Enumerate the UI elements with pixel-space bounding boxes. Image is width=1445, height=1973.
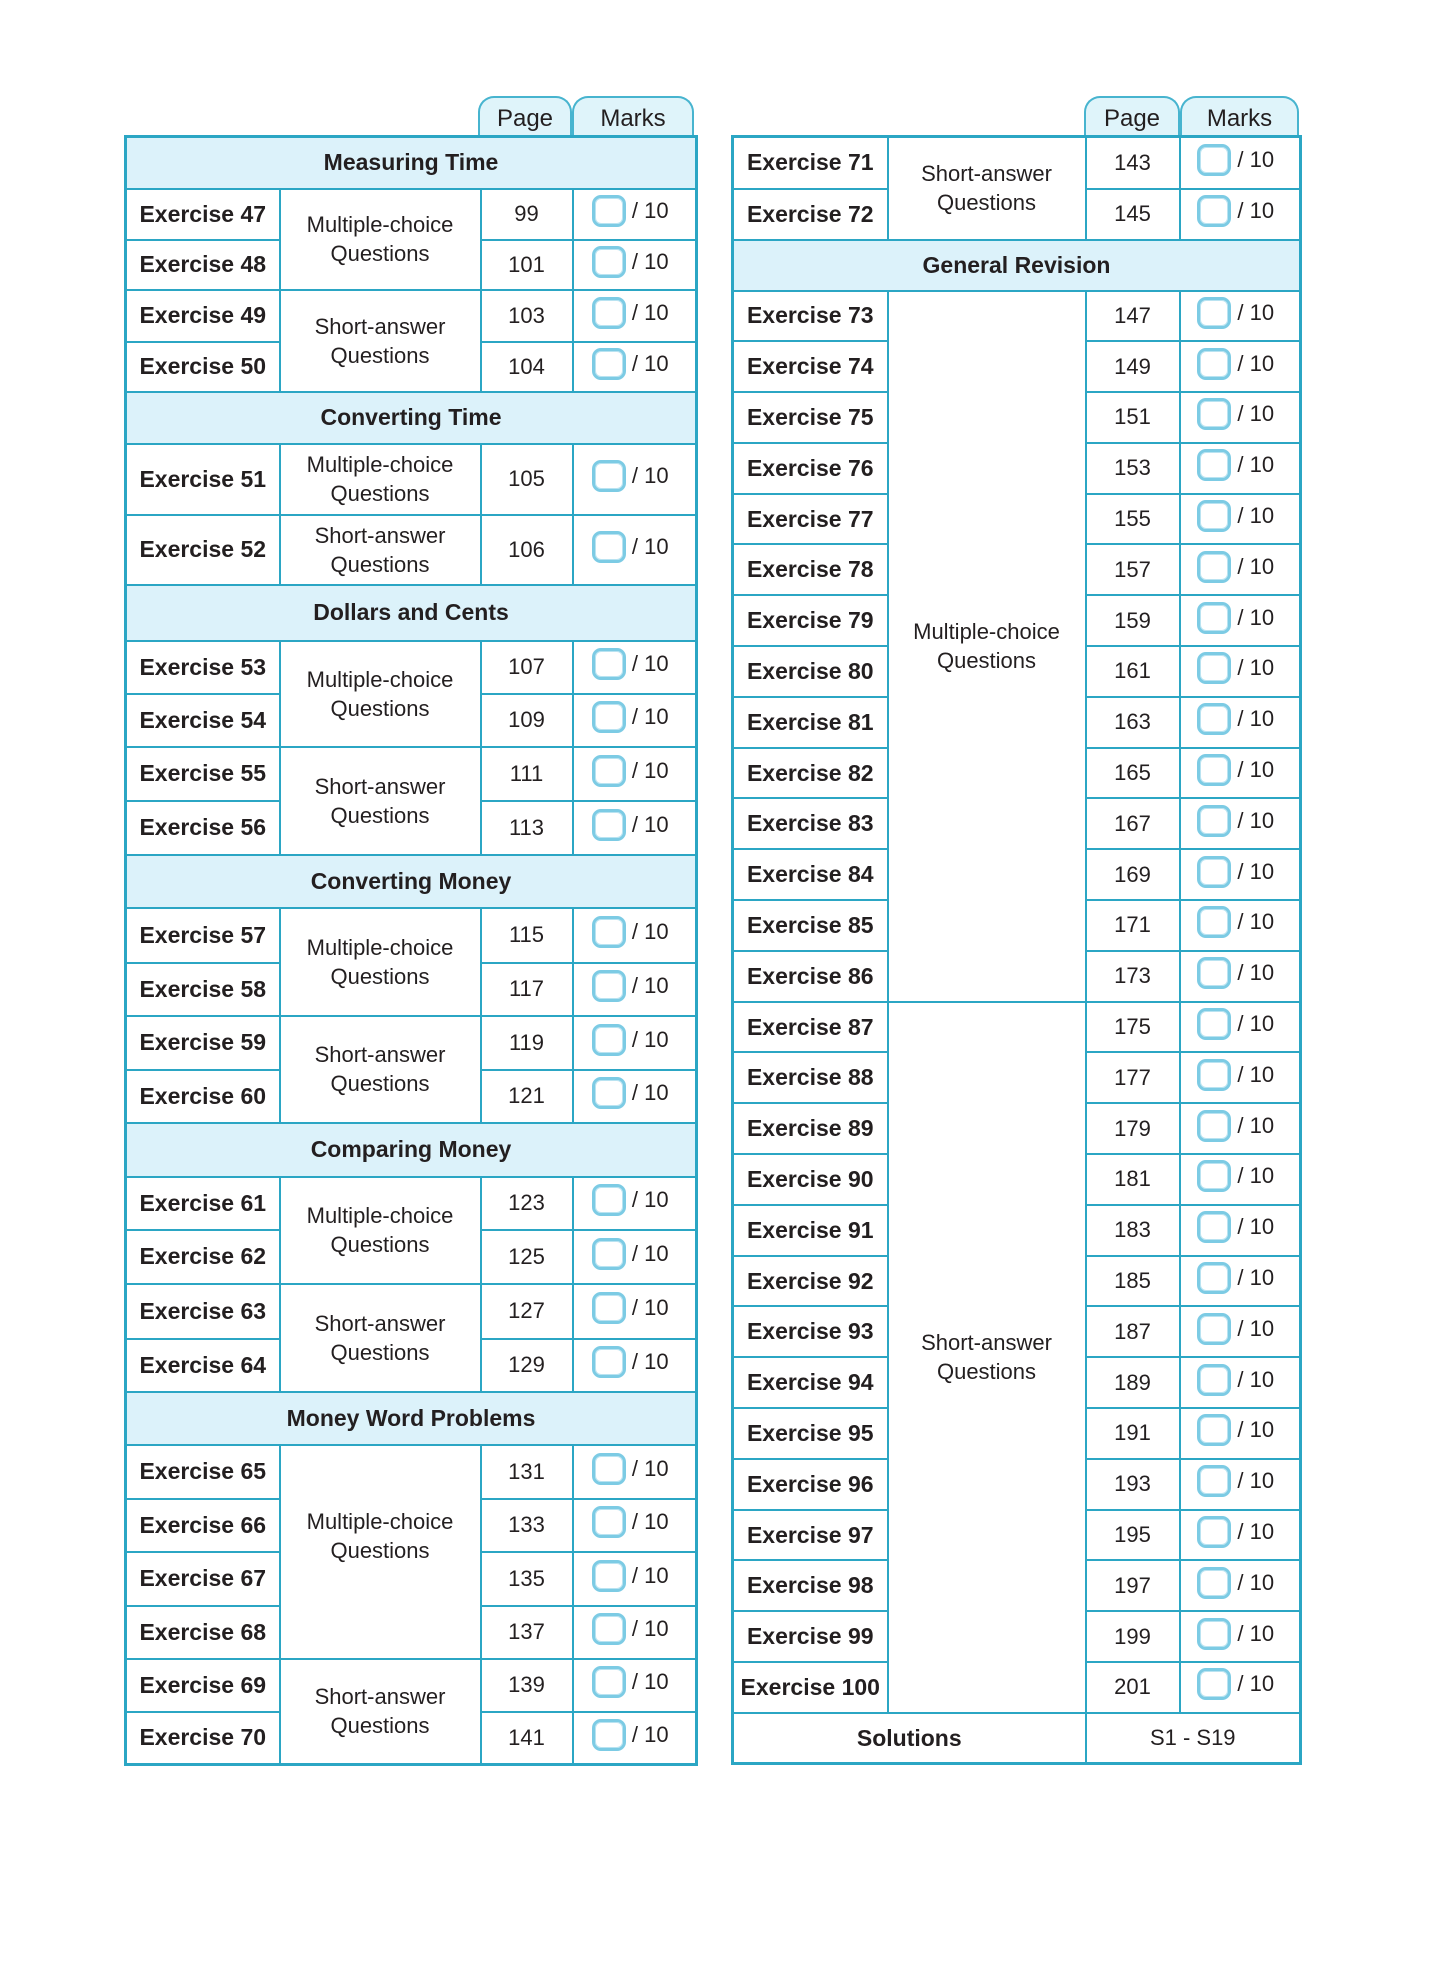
exercise-label: Exercise 70 xyxy=(126,1712,280,1765)
page-number: 163 xyxy=(1086,697,1180,748)
marks-cell: / 10 xyxy=(573,444,697,515)
marks-cell: / 10 xyxy=(1180,1002,1301,1053)
marks-cell: / 10 xyxy=(573,801,697,855)
marks-cell: / 10 xyxy=(1180,544,1301,595)
marks-checkbox[interactable] xyxy=(592,348,626,380)
table-row xyxy=(733,1002,1301,1053)
page-number: 157 xyxy=(1086,544,1180,595)
page-number: 155 xyxy=(1086,494,1180,545)
section-header: Converting Money xyxy=(126,855,697,908)
page-number: 191 xyxy=(1086,1408,1180,1459)
question-type: Short-answer Questions xyxy=(888,1002,1086,1713)
marks-checkbox[interactable] xyxy=(592,1719,626,1751)
marks-cell: / 10 xyxy=(1180,697,1301,748)
marks-checkbox[interactable] xyxy=(1197,1110,1231,1142)
page-number: 99 xyxy=(481,189,573,240)
left-column-headers xyxy=(478,96,694,136)
section-header: Money Word Problems xyxy=(126,1392,697,1445)
marks-checkbox[interactable] xyxy=(592,1560,626,1592)
marks-cell: / 10 xyxy=(573,1230,697,1284)
marks-cell: / 10 xyxy=(1180,1357,1301,1408)
marks-cell: / 10 xyxy=(573,1445,697,1499)
marks-cell: / 10 xyxy=(573,240,697,290)
marks-checkbox[interactable] xyxy=(1197,1414,1231,1446)
exercise-label: Exercise 54 xyxy=(126,694,280,747)
marks-cell: / 10 xyxy=(573,290,697,342)
marks-checkbox[interactable] xyxy=(592,648,626,680)
marks-checkbox[interactable] xyxy=(592,1077,626,1109)
marks-checkbox[interactable] xyxy=(592,701,626,733)
page-number: 125 xyxy=(481,1230,573,1284)
marks-checkbox[interactable] xyxy=(1197,1618,1231,1650)
exercise-label: Exercise 50 xyxy=(126,342,280,392)
exercise-label: Exercise 94 xyxy=(733,1357,888,1408)
exercise-label: Exercise 51 xyxy=(126,444,280,515)
exercise-label: Exercise 71 xyxy=(733,137,888,189)
marks-cell: / 10 xyxy=(1180,443,1301,494)
page-number: 195 xyxy=(1086,1510,1180,1561)
exercise-label: Exercise 48 xyxy=(126,240,280,290)
page-number: 201 xyxy=(1086,1662,1180,1713)
marks-column-tab: Marks xyxy=(572,96,694,137)
solutions-pages: S1 - S19 xyxy=(1086,1713,1301,1764)
table-row xyxy=(733,291,1301,342)
marks-checkbox[interactable] xyxy=(1197,500,1231,532)
exercise-label: Exercise 74 xyxy=(733,341,888,392)
marks-checkbox[interactable] xyxy=(1197,348,1231,380)
exercise-label: Exercise 98 xyxy=(733,1560,888,1611)
page-number: 189 xyxy=(1086,1357,1180,1408)
marks-checkbox[interactable] xyxy=(592,531,626,563)
marks-cell: / 10 xyxy=(573,1606,697,1659)
page-number: 113 xyxy=(481,801,573,855)
marks-checkbox[interactable] xyxy=(1197,805,1231,837)
marks-cell: / 10 xyxy=(573,515,697,585)
page-number: 107 xyxy=(481,641,573,694)
marks-cell: / 10 xyxy=(1180,595,1301,646)
exercise-label: Exercise 64 xyxy=(126,1339,280,1392)
marks-checkbox[interactable] xyxy=(1197,703,1231,735)
exercise-label: Exercise 85 xyxy=(733,900,888,951)
exercise-label: Exercise 49 xyxy=(126,290,280,342)
marks-cell: / 10 xyxy=(573,1712,697,1765)
exercise-label: Exercise 79 xyxy=(733,595,888,646)
question-type: Multiple-choice Questions xyxy=(280,189,481,290)
right-contents-table xyxy=(731,135,1302,1765)
page-number: 143 xyxy=(1086,137,1180,189)
marks-cell: / 10 xyxy=(573,1070,697,1123)
exercise-label: Exercise 100 xyxy=(733,1662,888,1713)
page-number: 137 xyxy=(481,1606,573,1659)
page-number: 149 xyxy=(1086,341,1180,392)
marks-checkbox[interactable] xyxy=(1197,1262,1231,1294)
marks-cell: / 10 xyxy=(1180,646,1301,697)
page-number: 187 xyxy=(1086,1306,1180,1357)
marks-cell: / 10 xyxy=(573,1016,697,1070)
question-type: Multiple-choice Questions xyxy=(280,908,481,1016)
marks-checkbox[interactable] xyxy=(592,916,626,948)
exercise-label: Exercise 91 xyxy=(733,1205,888,1256)
marks-checkbox[interactable] xyxy=(592,809,626,841)
marks-cell: / 10 xyxy=(573,1659,697,1712)
marks-cell: / 10 xyxy=(573,1177,697,1230)
left-contents-table xyxy=(124,135,698,1766)
question-type: Short-answer Questions xyxy=(280,1659,481,1765)
exercise-label: Exercise 47 xyxy=(126,189,280,240)
marks-checkbox[interactable] xyxy=(592,970,626,1002)
marks-cell: / 10 xyxy=(573,747,697,801)
marks-checkbox[interactable] xyxy=(1197,754,1231,786)
marks-cell: / 10 xyxy=(573,694,697,747)
marks-checkbox[interactable] xyxy=(592,1346,626,1378)
page-number: 111 xyxy=(481,747,573,801)
exercise-label: Exercise 80 xyxy=(733,646,888,697)
marks-cell: / 10 xyxy=(1180,1510,1301,1561)
marks-cell: / 10 xyxy=(573,1552,697,1606)
page-number: 119 xyxy=(481,1016,573,1070)
marks-cell: / 10 xyxy=(1180,341,1301,392)
marks-checkbox[interactable] xyxy=(1197,449,1231,481)
page-number: 169 xyxy=(1086,849,1180,900)
marks-cell: / 10 xyxy=(1180,1205,1301,1256)
section-header: Comparing Money xyxy=(126,1123,697,1177)
page-number: 167 xyxy=(1086,798,1180,849)
page-number: 151 xyxy=(1086,392,1180,443)
page-number: 115 xyxy=(481,908,573,963)
page-number: 139 xyxy=(481,1659,573,1712)
page-number: 173 xyxy=(1086,951,1180,1002)
marks-checkbox[interactable] xyxy=(1197,1567,1231,1599)
exercise-label: Exercise 75 xyxy=(733,392,888,443)
page-number: 121 xyxy=(481,1070,573,1123)
marks-cell: / 10 xyxy=(1180,291,1301,342)
page-number: 171 xyxy=(1086,900,1180,951)
question-type: Short-answer Questions xyxy=(888,137,1086,240)
question-type: Multiple-choice Questions xyxy=(888,291,1086,1002)
marks-cell: / 10 xyxy=(1180,494,1301,545)
exercise-label: Exercise 73 xyxy=(733,291,888,342)
marks-cell: / 10 xyxy=(1180,1662,1301,1713)
marks-checkbox[interactable] xyxy=(1197,1516,1231,1548)
exercise-label: Exercise 97 xyxy=(733,1510,888,1561)
question-type: Multiple-choice Questions xyxy=(280,1177,481,1284)
marks-cell: / 10 xyxy=(1180,951,1301,1002)
marks-cell: / 10 xyxy=(1180,1611,1301,1662)
exercise-label: Exercise 88 xyxy=(733,1052,888,1103)
page-number: 185 xyxy=(1086,1256,1180,1307)
exercise-label: Exercise 53 xyxy=(126,641,280,694)
marks-checkbox[interactable] xyxy=(592,1506,626,1538)
marks-cell: / 10 xyxy=(1180,1052,1301,1103)
marks-checkbox[interactable] xyxy=(592,195,626,227)
marks-checkbox[interactable] xyxy=(592,1613,626,1645)
solutions-row xyxy=(733,1713,1301,1764)
page-number: 159 xyxy=(1086,595,1180,646)
page-number: 145 xyxy=(1086,189,1180,240)
exercise-label: Exercise 56 xyxy=(126,801,280,855)
page-number: 183 xyxy=(1086,1205,1180,1256)
exercise-label: Exercise 59 xyxy=(126,1016,280,1070)
exercise-label: Exercise 68 xyxy=(126,1606,280,1659)
marks-checkbox[interactable] xyxy=(1197,1668,1231,1700)
exercise-label: Exercise 76 xyxy=(733,443,888,494)
section-header: Converting Time xyxy=(126,392,697,444)
exercise-label: Exercise 90 xyxy=(733,1154,888,1205)
page-number: 109 xyxy=(481,694,573,747)
marks-checkbox[interactable] xyxy=(592,755,626,787)
exercise-label: Exercise 77 xyxy=(733,494,888,545)
marks-checkbox[interactable] xyxy=(1197,551,1231,583)
page-number: 147 xyxy=(1086,291,1180,342)
exercise-label: Exercise 55 xyxy=(126,747,280,801)
marks-checkbox[interactable] xyxy=(1197,957,1231,989)
question-type: Short-answer Questions xyxy=(280,515,481,585)
exercise-label: Exercise 72 xyxy=(733,189,888,240)
page-number: 161 xyxy=(1086,646,1180,697)
marks-checkbox[interactable] xyxy=(592,1024,626,1056)
question-type: Short-answer Questions xyxy=(280,1016,481,1123)
page-number: 103 xyxy=(481,290,573,342)
section-header: Measuring Time xyxy=(126,137,697,189)
page-number: 117 xyxy=(481,963,573,1016)
marks-column-tab: Marks xyxy=(1180,96,1299,137)
marks-cell: / 10 xyxy=(1180,1103,1301,1154)
page-number: 105 xyxy=(481,444,573,515)
marks-checkbox[interactable] xyxy=(592,297,626,329)
marks-checkbox[interactable] xyxy=(1197,1160,1231,1192)
exercise-label: Exercise 63 xyxy=(126,1284,280,1339)
marks-checkbox[interactable] xyxy=(1197,1364,1231,1396)
marks-cell: / 10 xyxy=(1180,137,1301,189)
page-number: 193 xyxy=(1086,1459,1180,1510)
page-number: 106 xyxy=(481,515,573,585)
page-number: 127 xyxy=(481,1284,573,1339)
marks-cell: / 10 xyxy=(1180,1408,1301,1459)
solutions-label: Solutions xyxy=(733,1713,1086,1764)
marks-cell: / 10 xyxy=(573,1339,697,1392)
exercise-label: Exercise 87 xyxy=(733,1002,888,1053)
section-header: Dollars and Cents xyxy=(126,585,697,641)
exercise-label: Exercise 81 xyxy=(733,697,888,748)
marks-checkbox[interactable] xyxy=(1197,652,1231,684)
exercise-label: Exercise 52 xyxy=(126,515,280,585)
marks-cell: / 10 xyxy=(573,1284,697,1339)
marks-cell: / 10 xyxy=(573,908,697,963)
question-type: Multiple-choice Questions xyxy=(280,1445,481,1659)
page-number: 104 xyxy=(481,342,573,392)
exercise-label: Exercise 60 xyxy=(126,1070,280,1123)
exercise-label: Exercise 95 xyxy=(733,1408,888,1459)
exercise-label: Exercise 83 xyxy=(733,798,888,849)
page-number: 135 xyxy=(481,1552,573,1606)
marks-cell: / 10 xyxy=(573,641,697,694)
exercise-label: Exercise 84 xyxy=(733,849,888,900)
page-number: 131 xyxy=(481,1445,573,1499)
marks-cell: / 10 xyxy=(573,189,697,240)
marks-checkbox[interactable] xyxy=(1197,602,1231,634)
question-type: Multiple-choice Questions xyxy=(280,641,481,747)
page-column-tab: Page xyxy=(1084,96,1180,137)
marks-checkbox[interactable] xyxy=(1197,906,1231,938)
marks-cell: / 10 xyxy=(1180,798,1301,849)
page-number: 165 xyxy=(1086,748,1180,799)
page-number: 129 xyxy=(481,1339,573,1392)
question-type: Short-answer Questions xyxy=(280,747,481,855)
marks-cell: / 10 xyxy=(1180,1306,1301,1357)
marks-checkbox[interactable] xyxy=(592,460,626,492)
question-type: Short-answer Questions xyxy=(280,290,481,392)
marks-cell: / 10 xyxy=(1180,748,1301,799)
question-type: Short-answer Questions xyxy=(280,1284,481,1392)
exercise-label: Exercise 66 xyxy=(126,1499,280,1552)
marks-cell: / 10 xyxy=(573,1499,697,1552)
page-number: 197 xyxy=(1086,1560,1180,1611)
section-header: General Revision xyxy=(733,240,1301,291)
marks-checkbox[interactable] xyxy=(1197,1211,1231,1243)
marks-checkbox[interactable] xyxy=(1197,1313,1231,1345)
exercise-label: Exercise 92 xyxy=(733,1256,888,1307)
marks-checkbox[interactable] xyxy=(592,1184,626,1216)
page-column-tab: Page xyxy=(478,96,572,137)
marks-cell: / 10 xyxy=(1180,900,1301,951)
marks-checkbox[interactable] xyxy=(1197,856,1231,888)
exercise-label: Exercise 82 xyxy=(733,748,888,799)
exercise-label: Exercise 89 xyxy=(733,1103,888,1154)
marks-checkbox[interactable] xyxy=(1197,297,1231,329)
question-type: Multiple-choice Questions xyxy=(280,444,481,515)
exercise-label: Exercise 99 xyxy=(733,1611,888,1662)
marks-checkbox[interactable] xyxy=(592,1292,626,1324)
marks-cell: / 10 xyxy=(1180,1560,1301,1611)
page-number: 133 xyxy=(481,1499,573,1552)
marks-checkbox[interactable] xyxy=(1197,1465,1231,1497)
exercise-label: Exercise 93 xyxy=(733,1306,888,1357)
marks-cell: / 10 xyxy=(573,963,697,1016)
exercise-label: Exercise 86 xyxy=(733,951,888,1002)
page-number: 153 xyxy=(1086,443,1180,494)
exercise-label: Exercise 57 xyxy=(126,908,280,963)
exercise-label: Exercise 58 xyxy=(126,963,280,1016)
marks-cell: / 10 xyxy=(1180,1154,1301,1205)
marks-cell: / 10 xyxy=(1180,849,1301,900)
marks-cell: / 10 xyxy=(1180,392,1301,443)
marks-checkbox[interactable] xyxy=(1197,1008,1231,1040)
marks-cell: / 10 xyxy=(573,342,697,392)
marks-checkbox[interactable] xyxy=(1197,398,1231,430)
marks-checkbox[interactable] xyxy=(592,1666,626,1698)
page-number: 177 xyxy=(1086,1052,1180,1103)
exercise-label: Exercise 62 xyxy=(126,1230,280,1284)
marks-checkbox[interactable] xyxy=(592,1238,626,1270)
page-number: 123 xyxy=(481,1177,573,1230)
exercise-label: Exercise 67 xyxy=(126,1552,280,1606)
page-number: 199 xyxy=(1086,1611,1180,1662)
right-column-headers xyxy=(1084,96,1299,136)
marks-cell: / 10 xyxy=(1180,189,1301,240)
marks-cell: / 10 xyxy=(1180,1256,1301,1307)
exercise-label: Exercise 96 xyxy=(733,1459,888,1510)
page-number: 141 xyxy=(481,1712,573,1765)
page-number: 179 xyxy=(1086,1103,1180,1154)
page-number: 175 xyxy=(1086,1002,1180,1053)
marks-checkbox[interactable] xyxy=(1197,195,1231,227)
marks-checkbox[interactable] xyxy=(592,246,626,278)
exercise-label: Exercise 78 xyxy=(733,544,888,595)
marks-cell: / 10 xyxy=(1180,1459,1301,1510)
exercise-label: Exercise 65 xyxy=(126,1445,280,1499)
marks-checkbox[interactable] xyxy=(1197,1059,1231,1091)
page-number: 101 xyxy=(481,240,573,290)
exercise-label: Exercise 61 xyxy=(126,1177,280,1230)
marks-checkbox[interactable] xyxy=(1197,144,1231,176)
marks-checkbox[interactable] xyxy=(592,1453,626,1485)
exercise-label: Exercise 69 xyxy=(126,1659,280,1712)
page-number: 181 xyxy=(1086,1154,1180,1205)
